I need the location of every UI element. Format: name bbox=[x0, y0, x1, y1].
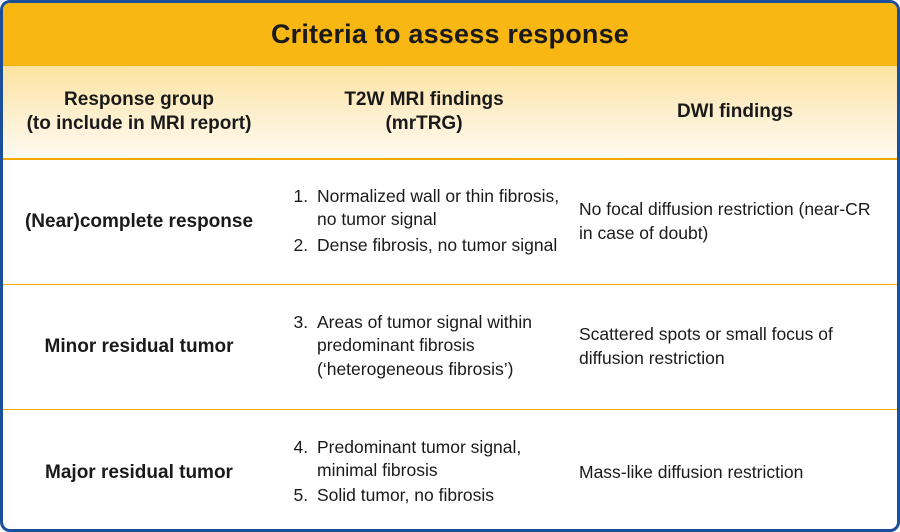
table-row bbox=[3, 410, 897, 532]
row-dwi-findings bbox=[573, 410, 897, 532]
column-header-dwi-findings bbox=[573, 66, 897, 158]
table-row bbox=[3, 160, 897, 285]
column-header-response-group-line2: (to include in MRI report) bbox=[26, 113, 252, 134]
column-header-response-group bbox=[3, 66, 275, 158]
table-header-row bbox=[3, 66, 897, 160]
row-dwi-findings-text: No focal diffusion restriction (near-CR in case of doubt) bbox=[579, 199, 871, 243]
findings-item: 4. Predominant tumor signal, minimal fibrosis bbox=[313, 436, 563, 483]
column-header-t2w-findings-text bbox=[344, 88, 503, 137]
row-t2w-findings bbox=[275, 285, 573, 409]
findings-item: 1. Normalized wall or thin fibrosis, no tumor signal bbox=[313, 185, 563, 232]
row-dwi-findings-text: Scattered spots or small focus of diffusion restriction bbox=[579, 324, 833, 368]
column-header-t2w-findings-line1: T2W MRI findings bbox=[344, 88, 504, 110]
findings-item: 5. Solid tumor, no fibrosis bbox=[313, 484, 563, 507]
row-dwi-findings bbox=[573, 160, 897, 284]
findings-list bbox=[283, 311, 563, 383]
column-header-response-group-text bbox=[27, 88, 252, 137]
findings-list bbox=[283, 436, 563, 510]
row-group-label-text: (Near)complete response bbox=[24, 211, 254, 233]
column-header-t2w-findings-line2: (mrTRG) bbox=[385, 113, 463, 134]
findings-list bbox=[283, 185, 563, 259]
row-group-label bbox=[3, 410, 275, 532]
column-header-t2w-findings bbox=[275, 66, 573, 158]
row-t2w-findings bbox=[275, 410, 573, 532]
findings-item: 3. Areas of tumor signal within predominant fibrosis (‘heterogeneous fibrosis’) bbox=[313, 311, 563, 381]
column-header-dwi-findings-text: DWI findings bbox=[676, 100, 794, 122]
row-dwi-findings bbox=[573, 285, 897, 409]
row-group-label-text: Major residual tumor bbox=[45, 461, 233, 483]
findings-item: 2. Dense fibrosis, no tumor signal bbox=[313, 234, 563, 257]
row-group-label-text: Minor residual tumor bbox=[44, 336, 234, 358]
table-title: Criteria to assess response bbox=[270, 18, 630, 49]
table-row bbox=[3, 285, 897, 410]
row-group-label bbox=[3, 285, 275, 409]
row-dwi-findings-text: Mass-like diffusion restriction bbox=[579, 461, 804, 482]
column-header-response-group-line1: Response group bbox=[64, 88, 214, 110]
table-title-bar bbox=[3, 3, 897, 66]
row-t2w-findings bbox=[275, 160, 573, 284]
row-group-label bbox=[3, 160, 275, 284]
